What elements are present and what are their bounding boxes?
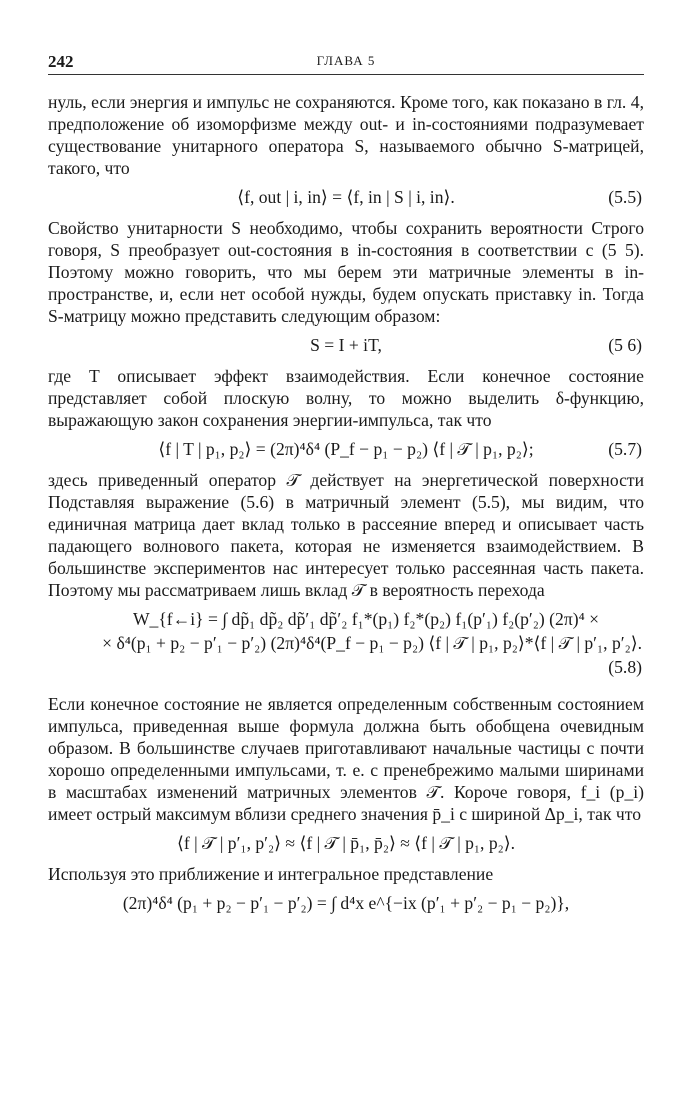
equation-approximation-body: ⟨f | 𝒯 | p′₁, p′₂⟩ ≈ ⟨f | 𝒯 | p̄₁, p̄₂⟩ ≈ ⟨f | 𝒯 | p₁, p₂⟩. <box>176 833 516 853</box>
equation-approximation <box>48 831 644 855</box>
paragraph-5: Если конечное состояние не является определенным собственным состоянием импульса, приведенная выше формула должна быть обобщена очевидным образом. В большинстве случаев приготавливают начальные частицы с почти хорошо определенными импульсами, т. е. с пренебрежимо малыми ширинами в масштабах изменений матричных элементов 𝒯. Короче говоря, f_i (p_i) имеет острый максимум вблизи среднего значения p̄_i с шириной Δp_i, так что <box>48 694 644 824</box>
equation-5-5-body: ⟨f, out | i, in⟩ = ⟨f, in | S | i, in⟩. <box>237 187 455 207</box>
equation-5-8-line-2: × δ⁴(p₁ + p₂ − p′₁ − p′₂) (2π)⁴δ⁴(P_f − p₁ − p₂) ⟨f | 𝒯 | p₁, p₂⟩*⟨f | 𝒯 | p′₁, p′₂⟩. <box>102 633 642 653</box>
equation-5-7 <box>48 437 644 461</box>
equation-5-7-number: (5.7) <box>608 439 642 459</box>
equation-integral-representation <box>48 891 644 915</box>
equation-5-6-number: (5 6) <box>608 335 642 355</box>
equation-integral-representation-body: (2π)⁴δ⁴ (p₁ + p₂ − p′₁ − p′₂) = ∫ d⁴x e^{−ix (p′₁ + p′₂ − p₁ − p₂)}, <box>122 893 570 913</box>
equation-5-6 <box>48 333 644 357</box>
paragraph-4: здесь приведенный оператор 𝒯 действует на энергетической поверхности Подставляя выражение (5.6) в матричный элемент (5.5), мы видим, что единичная матрица дает вклад только в рассеяние вперед и описывает часть падающего волнового пакета, которая не изменяется взаимодействием. В большинстве экспериментов нас интересует только рассеянная часть пакета. Поэтому мы рассматриваем лишь вклад 𝒯 в вероятность перехода <box>48 470 644 600</box>
running-head: ГЛАВА 5 <box>316 53 376 68</box>
equation-5-5 <box>48 185 644 209</box>
paragraph-1: нуль, если энергия и импульс не сохраняются. Кроме того, как показано в гл. 4, предположение об изоморфизме между out- и in-состояниями подразумевает существование унитарного оператора S, называемого обычно S-матрицей, такого, что <box>48 92 644 178</box>
equation-5-8 <box>48 607 644 679</box>
page <box>48 52 644 923</box>
page-number: 242 <box>48 52 74 71</box>
paragraph-2: Свойство унитарности S необходимо, чтобы сохранить вероятности Строго говоря, S преобразует out-состояния в in-состояния в соответствии с (5 5). Поэтому можно говорить, что мы берем эти матричные элементы в in-пространстве, и, если нет особой нужды, будем опускать приставку in. Тогда S-матрицу можно представить следующим образом: <box>48 218 644 326</box>
page-header <box>48 52 644 75</box>
paragraph-3: где T описывает эффект взаимодействия. Если конечное состояние представляет собой плоскую волну, то можно выделить δ-функцию, выражающую закон сохранения энергии-импульса, так что <box>48 366 644 430</box>
equation-5-7-body: ⟨f | T | p₁, p₂⟩ = (2π)⁴δ⁴ (P_f − p₁ − p₂) ⟨f | 𝒯 | p₁, p₂⟩; <box>158 439 534 459</box>
equation-5-8-line-1: W_{f←i} = ∫ dp̃₁ dp̃₂ dp̃′₁ dp̃′₂ f₁*(p₁) f₂*(p₂) f₁(p′₁) f₂(p′₂) (2π)⁴ × <box>132 609 600 629</box>
equation-5-8-number: (5.8) <box>608 657 642 677</box>
equation-5-6-body: S = I + iT, <box>310 335 382 355</box>
paragraph-6: Используя это приближение и интегральное представление <box>48 864 494 884</box>
equation-5-5-number: (5.5) <box>608 187 642 207</box>
